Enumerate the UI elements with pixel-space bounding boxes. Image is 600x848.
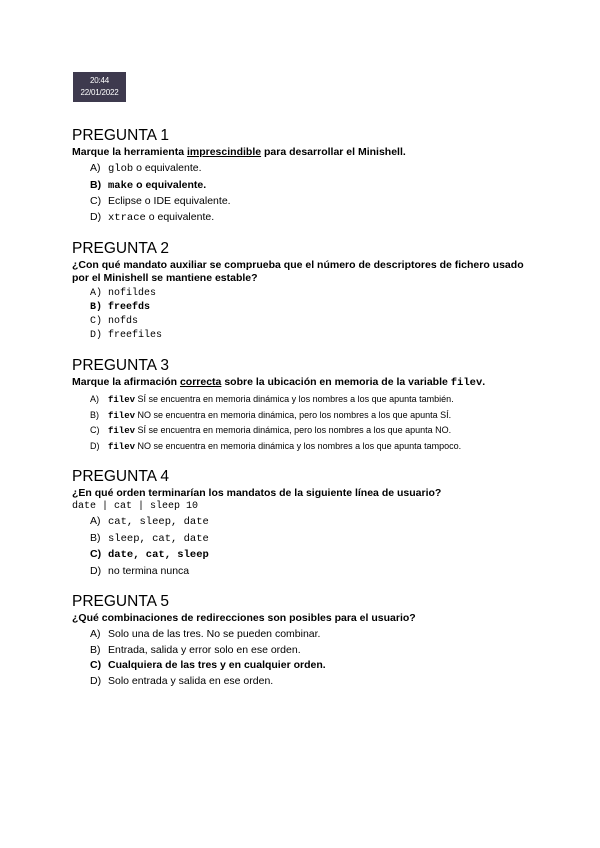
option-text: NO se encuentra en memoria dinámica y los nombres a los que apunta tampoco.: [135, 440, 462, 451]
question-3-stem: [72, 376, 542, 390]
question-3: [72, 356, 542, 454]
option-a[interactable]: [90, 161, 542, 178]
question-2: [72, 239, 542, 343]
option-code: cat, sleep, date: [108, 516, 209, 528]
option-c[interactable]: [90, 547, 542, 564]
stem-underlined: imprescindible: [186, 146, 262, 158]
option-b[interactable]: [90, 178, 542, 195]
option-text: o equivalente.: [133, 178, 207, 191]
option-a[interactable]: [90, 287, 542, 301]
question-4-stem: ¿En qué orden terminarían los mandatos de la siguiente línea de usuario?: [72, 487, 442, 499]
question-2-stem: ¿Con qué mandato auxiliar se comprueba que el número de descriptores de fichero usado por el Minishell se mantiene estable?: [72, 259, 524, 284]
stem-text: .: [482, 376, 486, 388]
option-c[interactable]: [90, 194, 542, 210]
option-code: glob: [108, 163, 134, 175]
option-letter: A): [90, 162, 101, 174]
option-c[interactable]: [90, 658, 542, 674]
question-4: [72, 467, 542, 579]
question-5-title: PREGUNTA 5: [72, 593, 170, 610]
question-5-options: [72, 627, 542, 689]
option-code: date, cat, sleep: [108, 549, 209, 561]
question-5-stem: ¿Qué combinaciones de redirecciones son posibles para el usuario?: [72, 612, 416, 624]
option-text: freefiles: [108, 330, 163, 341]
question-3-title: PREGUNTA 3: [72, 357, 170, 374]
question-1-options: [72, 161, 542, 226]
option-letter: B): [90, 531, 101, 544]
timestamp-stamp: [73, 72, 126, 102]
stamp-date: 22/01/2022: [80, 88, 119, 97]
option-letter: B): [90, 302, 103, 313]
option-text: SÍ se encuentra en memoria dinámica y los nombres a los que apunta también.: [135, 394, 454, 404]
option-letter: D): [90, 210, 102, 223]
option-code: filev: [108, 441, 136, 452]
question-4-title: PREGUNTA 4: [72, 468, 170, 485]
option-d[interactable]: [90, 439, 542, 455]
option-letter: A): [90, 394, 99, 404]
option-letter: C): [90, 548, 102, 560]
option-letter: A): [90, 628, 101, 640]
stem-text: sobre la ubicación en memoria de la variable: [221, 376, 451, 388]
option-code: filev: [108, 410, 136, 421]
stem-code: filev: [450, 377, 483, 389]
option-text: Eclipse o IDE equivalente.: [108, 195, 231, 207]
option-text: NO se encuentra en memoria dinámica, pero los nombres a los que apunta SÍ.: [135, 409, 452, 420]
stamp-time: 20:44: [89, 76, 110, 85]
option-letter: B): [90, 409, 99, 420]
option-text: Solo entrada y salida en ese orden.: [108, 674, 274, 687]
question-5: [72, 592, 542, 689]
option-text: o equivalente.: [133, 162, 202, 174]
option-text: o equivalente.: [145, 210, 215, 223]
option-b[interactable]: [90, 643, 542, 659]
question-2-options: [72, 287, 542, 343]
option-text: SÍ se encuentra en memoria dinámica, pero los nombres a los que apunta NO.: [135, 425, 452, 435]
question-2-title: PREGUNTA 2: [72, 240, 170, 257]
option-code: sleep, cat, date: [108, 532, 209, 545]
question-4-options: [72, 514, 542, 579]
question-1-title: PREGUNTA 1: [72, 127, 170, 144]
option-letter: D): [90, 440, 100, 451]
option-b[interactable]: [90, 531, 542, 548]
question-3-options: [72, 392, 542, 454]
option-d[interactable]: [90, 674, 542, 690]
option-d[interactable]: [90, 564, 542, 580]
option-text: nofds: [108, 316, 139, 327]
option-d[interactable]: [90, 210, 542, 227]
option-c[interactable]: [90, 315, 542, 329]
exam-content: [72, 126, 542, 702]
option-b[interactable]: [90, 408, 542, 424]
stem-underlined: correcta: [179, 376, 222, 388]
option-letter: D): [90, 564, 102, 577]
option-code: xtrace: [108, 211, 146, 224]
command-line: date | cat | sleep 10: [72, 501, 199, 512]
stem-text: Marque la afirmación: [72, 376, 180, 388]
option-letter: C): [90, 195, 102, 207]
option-letter: A): [90, 288, 103, 299]
option-code: make: [108, 179, 134, 192]
option-b[interactable]: [90, 301, 542, 315]
stem-text: para desarrollar el Minishell.: [261, 146, 406, 158]
option-text: no termina nunca: [108, 564, 190, 577]
option-letter: D): [90, 674, 102, 687]
option-code: filev: [108, 426, 136, 436]
option-text: Cualquiera de las tres y en cualquier orden.: [108, 659, 326, 671]
option-letter: A): [90, 515, 101, 527]
option-letter: C): [90, 425, 100, 435]
question-1-stem: [72, 146, 542, 159]
option-letter: C): [90, 659, 102, 671]
option-letter: C): [90, 316, 103, 327]
option-text: nofildes: [108, 288, 157, 299]
option-letter: B): [90, 178, 102, 191]
option-letter: B): [90, 643, 101, 656]
option-a[interactable]: [90, 627, 542, 643]
option-a[interactable]: [90, 392, 542, 408]
option-a[interactable]: [90, 514, 542, 531]
option-text: freefds: [108, 302, 151, 313]
option-text: Entrada, salida y error solo en ese orden.: [108, 643, 301, 656]
option-d[interactable]: [90, 329, 542, 343]
option-c[interactable]: [90, 423, 542, 439]
option-text: Solo una de las tres. No se pueden combinar.: [108, 628, 321, 640]
option-code: filev: [108, 395, 136, 405]
option-letter: D): [90, 330, 103, 341]
stem-text: Marque la herramienta: [72, 146, 187, 158]
question-1: [72, 126, 542, 226]
